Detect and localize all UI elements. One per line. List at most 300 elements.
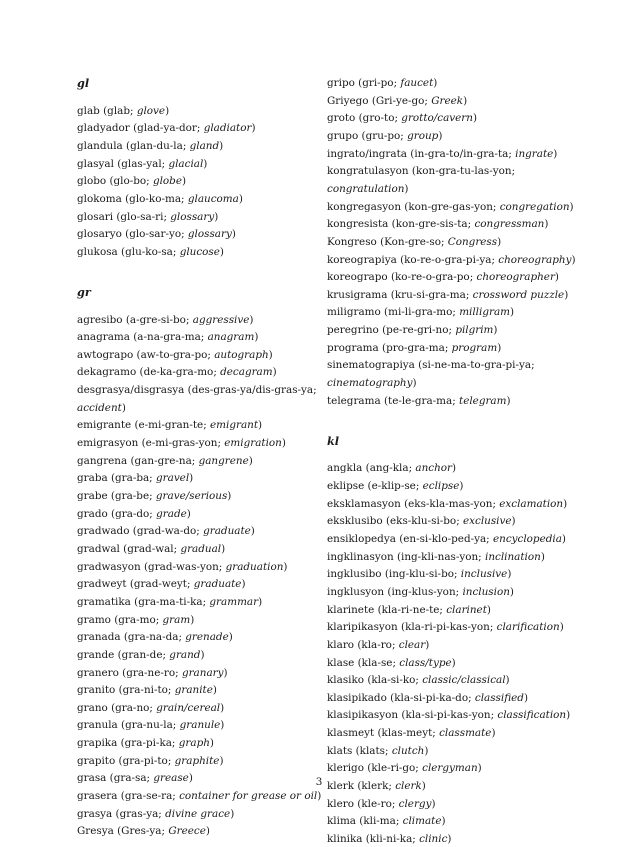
entry-text: ) xyxy=(491,727,496,740)
entry-translation: glossary xyxy=(170,210,215,223)
dictionary-entry xyxy=(327,725,496,741)
dictionary-entry xyxy=(327,707,570,723)
entry-text: ) xyxy=(421,780,426,793)
entry-text: ) xyxy=(238,192,243,205)
entry-text: telegrama (te-le-gra-ma; xyxy=(327,394,460,407)
entry-text: ) xyxy=(254,331,259,344)
entry-text: ) xyxy=(425,638,430,651)
dictionary-entry xyxy=(77,103,169,119)
entry-translation: emigration xyxy=(224,437,282,450)
dictionary-entry xyxy=(77,226,236,242)
entry-translation: anchor xyxy=(415,462,453,475)
entry-translation: clergyman xyxy=(422,762,478,775)
entry-text: ) xyxy=(472,112,478,125)
entry-text: klasipikado (kla-si-pi-ka-do; xyxy=(327,691,475,704)
entry-text: ) xyxy=(563,497,568,510)
entry-text: klase (kla-se; xyxy=(327,656,400,669)
dictionary-entry xyxy=(327,584,514,600)
entry-translation: encyclopedia xyxy=(492,532,562,545)
dictionary-entry xyxy=(77,347,273,363)
entry-text: grasera (gra-se-ra; xyxy=(77,790,180,803)
entry-translation: group xyxy=(407,129,439,142)
entry-text: ) xyxy=(249,313,254,326)
entry-text: ) xyxy=(493,324,498,337)
dictionary-entry xyxy=(77,682,217,698)
entry-translation: granary xyxy=(181,666,224,679)
dictionary-entry xyxy=(327,216,548,232)
entry-text: gramatika (gra-ma-ti-ka; xyxy=(77,595,210,608)
entry-translation: gravel xyxy=(156,472,190,485)
entry-translation: glucose xyxy=(179,245,220,258)
entry-text: ) xyxy=(509,585,514,598)
entry-translation: gladiator xyxy=(203,122,252,135)
entry-text: gradweyt (grad-weyt; xyxy=(77,578,194,591)
entry-translation: clarification xyxy=(496,621,560,634)
entry-text: koreograpiya (ko-re-o-gra-pi-ya; xyxy=(327,253,499,266)
entry-text: ) xyxy=(564,288,569,301)
dictionary-entry xyxy=(327,357,535,373)
entry-text: granero (gra-ne-ro; xyxy=(77,666,182,679)
entry-text: gangrena (gan-gre-na; xyxy=(77,454,199,467)
entry-translation: granite xyxy=(174,684,213,697)
entry-text: ) xyxy=(452,462,457,475)
entry-translation: glove xyxy=(136,104,166,117)
entry-text: ) xyxy=(281,437,286,450)
entry-text: ) xyxy=(523,691,529,704)
entry-text: grapito (gra-pi-to; xyxy=(77,754,175,767)
entry-text: kongresista (kon-gre-sis-ta; xyxy=(327,218,475,231)
entry-translation: clutch xyxy=(391,744,425,757)
entry-translation: emigrant xyxy=(210,419,259,432)
dictionary-entry xyxy=(77,120,256,136)
entry-text: eklipse (e-klip-se; xyxy=(327,480,423,492)
entry-text: gramo (gra-mo; xyxy=(77,613,163,626)
entry-text: eksklamasyon (eks-kla-mas-yon; xyxy=(327,497,500,510)
entry-text: ) xyxy=(223,666,228,679)
entry-text: grupo (gru-po; xyxy=(327,129,408,142)
entry-translation: gangrene xyxy=(198,454,249,467)
entry-text: ) xyxy=(553,147,558,160)
entry-text: ) xyxy=(181,175,187,188)
entry-text: ) xyxy=(248,454,253,467)
entry-translation: grease xyxy=(153,772,189,785)
entry-text: sinematograpiya (si-ne-ma-to-gra-pi-ya; xyxy=(327,359,535,372)
section-heading: gl xyxy=(77,76,90,90)
entry-text: ) xyxy=(511,515,516,528)
entry-text: ) xyxy=(431,797,436,810)
dictionary-entry xyxy=(77,382,317,398)
entry-text: klarinete (kla-ri-ne-te; xyxy=(327,603,447,616)
section-heading: kl xyxy=(327,433,340,448)
entry-text: grasa (gra-sa; xyxy=(77,772,154,785)
dictionary-entry xyxy=(327,146,557,162)
entry-text: Gresya (Gres-ya; xyxy=(77,825,169,838)
dictionary-entry xyxy=(77,453,253,469)
entry-translation: globe xyxy=(152,175,182,188)
entry-translation: exclusive xyxy=(463,515,512,528)
entry-translation: grammar xyxy=(209,595,259,608)
dictionary-entry xyxy=(327,304,514,320)
entry-translation: clear xyxy=(398,638,426,651)
entry-text: klaro (kla-ro; xyxy=(327,638,399,651)
dictionary-entry xyxy=(327,813,446,829)
entry-text: glosari (glo-sa-ri; xyxy=(77,210,171,223)
entry-text: ) xyxy=(219,754,224,767)
entry-translation: classic/classical xyxy=(422,674,506,687)
dictionary-entry xyxy=(327,199,574,215)
entry-translation: inclusive xyxy=(460,568,508,581)
entry-text: globo (glo-bo; xyxy=(77,175,153,188)
dictionary-entry xyxy=(77,717,224,733)
entry-text: ) xyxy=(220,719,225,732)
entry-translation: graduate xyxy=(203,525,251,538)
entry-translation: clarinet xyxy=(446,603,487,616)
entry-text: peregrino (pe-re-gri-no; xyxy=(327,324,456,337)
entry-translation: glaucoma xyxy=(187,192,239,205)
entry-text: ingklusibo (ing-klu-si-bo; xyxy=(327,568,461,581)
entry-text: ) xyxy=(544,218,549,231)
entry-translation: glacial xyxy=(168,157,204,170)
entry-translation: clinic xyxy=(419,833,448,845)
dictionary-entry xyxy=(77,470,193,486)
entry-text: ) xyxy=(506,394,511,407)
entry-text: glandula (glan-du-la; xyxy=(77,139,190,152)
dictionary-entry xyxy=(77,191,243,207)
entry-translation: decagram xyxy=(220,366,273,379)
entry-text: ) xyxy=(212,684,217,697)
dictionary-entry xyxy=(327,496,567,512)
dictionary-entry xyxy=(327,672,510,688)
entry-text: ) xyxy=(283,560,288,573)
dictionary-entry xyxy=(327,655,456,671)
entry-translation: clergy xyxy=(398,797,432,810)
entry-text: gradwasyon (grad-was-yon; xyxy=(77,560,226,573)
entry-text: koreograpo (ko-re-o-gra-po; xyxy=(327,271,477,284)
entry-translation: granule xyxy=(179,719,221,732)
entry-text: ) xyxy=(189,472,194,485)
entry-text: ) xyxy=(497,341,502,354)
entry-text: gladyador (glad-ya-dor; xyxy=(77,122,204,135)
entry-translation: gland xyxy=(189,139,220,152)
entry-text: dekagramo (de-ka-gra-mo; xyxy=(77,366,221,379)
dictionary-entry xyxy=(327,619,564,635)
entry-text: ) xyxy=(486,603,491,616)
entry-translation: faucet xyxy=(400,77,434,89)
entry-text: ingklinasyon (ing-kli-nas-yon; xyxy=(327,550,485,563)
dictionary-entry xyxy=(77,594,262,610)
entry-text: ) xyxy=(459,480,464,492)
entry-text: ) xyxy=(258,595,263,608)
entry-translation: grotto/cavern xyxy=(401,112,473,125)
entry-translation: inclination xyxy=(485,550,541,563)
entry-text: ) xyxy=(510,306,515,319)
dictionary-entry xyxy=(77,156,207,172)
entry-text: ) xyxy=(540,550,545,563)
entry-text: krusigrama (kru-si-gra-ma; xyxy=(327,288,473,301)
dictionary-entry xyxy=(327,549,545,565)
entry-text: klima (kli-ma; xyxy=(327,815,403,828)
entry-text: grande (gran-de; xyxy=(77,648,170,661)
entry-text: glab (glab; xyxy=(77,104,137,117)
entry-text: klats (klats; xyxy=(327,744,392,757)
entry-translation: climate xyxy=(402,815,442,828)
dictionary-entry xyxy=(327,393,511,409)
entry-text: ) xyxy=(438,129,443,142)
entry-translation: exclamation xyxy=(499,497,564,510)
dictionary-entry xyxy=(327,110,477,126)
entry-text: ) xyxy=(433,77,438,89)
entry-text: ) xyxy=(559,621,564,634)
dictionary-entry xyxy=(327,322,497,338)
dictionary-entry xyxy=(77,753,224,769)
section-heading: gr xyxy=(77,284,91,299)
entry-text: gradwado (grad-wa-do; xyxy=(77,525,204,538)
dictionary-entry xyxy=(77,400,126,416)
entry-text: ) xyxy=(219,139,224,152)
dictionary-entry xyxy=(77,312,253,328)
entry-text: ) xyxy=(214,210,219,223)
entry-text: ) xyxy=(451,656,456,669)
dictionary-entry xyxy=(77,364,277,380)
entry-text: ) xyxy=(186,507,191,520)
entry-text: klinika (kli-ni-ka; xyxy=(327,833,420,845)
entry-translation: Greece xyxy=(168,825,206,838)
entry-text: ) xyxy=(571,253,576,266)
entry-text: emigrante (e-mi-gran-te; xyxy=(77,419,211,432)
entry-translation: graph xyxy=(178,737,210,750)
entry-translation: grade xyxy=(156,507,187,520)
dictionary-entry xyxy=(327,743,428,759)
entry-text: glukosa (glu-ko-sa; xyxy=(77,245,180,258)
entry-text: ) xyxy=(463,94,468,107)
dictionary-entry xyxy=(327,637,429,653)
entry-translation: container for grease or oil xyxy=(179,790,318,803)
entry-text: ) xyxy=(317,790,322,803)
entry-text: ) xyxy=(441,815,446,828)
dictionary-entry xyxy=(77,173,186,189)
entry-text: ) xyxy=(447,833,452,845)
entry-text: glokoma (glo-ko-ma; xyxy=(77,192,188,205)
entry-text: desgrasya/disgrasya (des-gras-ya/dis-gras-ya; xyxy=(77,384,317,397)
entry-text: ) xyxy=(497,235,502,248)
dictionary-entry xyxy=(77,541,225,557)
dictionary-entry xyxy=(77,523,255,539)
entry-text: ) xyxy=(268,348,273,361)
dictionary-entry xyxy=(327,760,482,776)
entry-text: ) xyxy=(188,772,193,785)
entry-text: ) xyxy=(121,401,126,414)
dictionary-entry xyxy=(327,287,568,303)
entry-text: klero (kle-ro; xyxy=(327,797,399,810)
dictionary-entry xyxy=(327,478,463,494)
dictionary-entry xyxy=(327,269,559,285)
dictionary-entry xyxy=(327,340,501,356)
entry-text: granula (gra-nu-la; xyxy=(77,719,180,732)
entry-translation: choreographer xyxy=(476,271,555,284)
entry-text: ) xyxy=(200,648,205,661)
entry-text: emigrasyon (e-mi-gras-yon; xyxy=(77,437,225,450)
dictionary-entry xyxy=(77,559,287,575)
entry-translation: grave/serious xyxy=(155,490,228,502)
dictionary-entry xyxy=(327,831,451,847)
dictionary-entry xyxy=(77,612,194,628)
entry-text: klerigo (kle-ri-go; xyxy=(327,762,423,775)
entry-text: kongregasyon (kon-gre-gas-yon; xyxy=(327,200,500,213)
entry-text: ) xyxy=(250,525,255,538)
entry-text: ) xyxy=(209,737,214,750)
dictionary-entry xyxy=(327,234,501,250)
entry-text: grapika (gra-pi-ka; xyxy=(77,737,179,750)
entry-translation: clerk xyxy=(395,780,422,793)
entry-text: programa (pro-gra-ma; xyxy=(327,341,452,354)
entry-translation: congratulation xyxy=(327,182,405,195)
dictionary-entry xyxy=(77,138,223,154)
dictionary-entry xyxy=(327,181,408,197)
dictionary-entry xyxy=(77,488,231,504)
entry-text: ) xyxy=(241,578,246,591)
entry-text: ) xyxy=(228,631,233,644)
dictionary-entry xyxy=(327,93,467,109)
dictionary-entry xyxy=(327,513,516,529)
dictionary-entry xyxy=(77,735,214,751)
entry-text: klasmeyt (klas-meyt; xyxy=(327,727,440,740)
dictionary-entry xyxy=(77,576,246,592)
entry-translation: milligram xyxy=(459,306,510,319)
dictionary-entry xyxy=(327,75,437,91)
dictionary-entry xyxy=(327,252,576,268)
entry-text: ensiklopedya (en-si-klo-ped-ya; xyxy=(327,532,493,545)
dictionary-entry xyxy=(327,460,456,476)
entry-text: glosaryo (glo-sar-yo; xyxy=(77,228,188,241)
entry-text: ) xyxy=(190,613,195,626)
dictionary-entry xyxy=(77,806,234,822)
entry-translation: crossword puzzle xyxy=(472,288,565,301)
entry-translation: accident xyxy=(77,401,122,414)
dictionary-entry xyxy=(77,417,262,433)
entry-translation: class/type xyxy=(399,656,452,669)
entry-text: ) xyxy=(203,157,208,170)
entry-text: groto (gro-to; xyxy=(327,112,402,125)
entry-text: angkla (ang-kla; xyxy=(327,462,416,475)
entry-translation: graduate xyxy=(193,578,242,591)
entry-text: ) xyxy=(424,744,429,757)
entry-translation: graphite xyxy=(174,754,220,767)
entry-translation: classmate xyxy=(439,727,492,740)
entry-text: ) xyxy=(221,542,226,555)
entry-text: eksklusibo (eks-klu-si-bo; xyxy=(327,515,463,528)
entry-translation: choreography xyxy=(498,253,572,266)
entry-text: ) xyxy=(231,228,236,241)
entry-text: klasiko (kla-si-ko; xyxy=(327,674,423,687)
entry-translation: congressman xyxy=(474,218,545,231)
entry-text: gripo (gri-po; xyxy=(327,77,401,89)
entry-translation: gradual xyxy=(180,542,222,555)
entry-translation: Greek xyxy=(431,94,464,107)
dictionary-entry xyxy=(77,506,191,522)
entry-text: ) xyxy=(566,709,571,722)
entry-text: granada (gra-na-da; xyxy=(77,631,186,644)
entry-text: ) xyxy=(554,271,559,284)
entry-text: ) xyxy=(251,122,256,135)
dictionary-entry xyxy=(327,690,528,706)
entry-translation: divine grace xyxy=(165,807,231,820)
entry-translation: grand xyxy=(169,648,201,661)
dictionary-entry xyxy=(327,163,515,179)
entry-translation: ingrate xyxy=(515,147,554,160)
entry-text: klerk (klerk; xyxy=(327,780,396,793)
dictionary-entry xyxy=(327,375,417,391)
entry-text: ) xyxy=(507,568,512,581)
entry-text: ingrato/ingrata (in-gra-to/in-gra-ta; xyxy=(327,147,516,160)
entry-text: ) xyxy=(219,245,224,258)
entry-text: ) xyxy=(505,674,510,687)
entry-text: graba (gra-ba; xyxy=(77,472,156,485)
entry-translation: grenade xyxy=(185,631,229,644)
dictionary-entry xyxy=(77,665,228,681)
entry-text: ) xyxy=(205,825,210,838)
dictionary-entry xyxy=(77,244,224,260)
entry-translation: aggressive xyxy=(192,313,250,326)
page-number: 3 xyxy=(315,776,323,788)
dictionary-entry xyxy=(77,209,218,225)
entry-text: agresibo (a-gre-si-bo; xyxy=(77,313,193,326)
entry-text: ) xyxy=(561,532,566,545)
dictionary-entry xyxy=(327,796,436,812)
entry-text: glasyal (glas-yal; xyxy=(77,157,169,170)
entry-text: ) xyxy=(272,366,277,379)
entry-translation: congregation xyxy=(499,200,570,213)
entry-text: miligramo (mi-li-gra-mo; xyxy=(327,306,460,319)
entry-text: ) xyxy=(230,807,235,820)
entry-translation: program xyxy=(451,341,498,354)
entry-text: ) xyxy=(412,377,417,390)
entry-text: ingklusyon (ing-klus-yon; xyxy=(327,585,463,598)
entry-text: ) xyxy=(258,419,263,432)
entry-translation: gram xyxy=(162,613,191,626)
entry-text: ) xyxy=(477,762,482,775)
entry-translation: telegram xyxy=(459,394,507,407)
dictionary-entry xyxy=(77,629,233,645)
dictionary-entry xyxy=(327,602,491,618)
dictionary-entry xyxy=(77,700,224,716)
entry-text: ) xyxy=(404,182,409,195)
dictionary-entry xyxy=(77,788,321,804)
dictionary-entry xyxy=(77,435,286,451)
entry-text: klasipikasyon (kla-si-pi-kas-yon; xyxy=(327,709,498,722)
entry-text: Kongreso (Kon-gre-so; xyxy=(327,235,448,248)
entry-text: klaripikasyon (kla-ri-pi-kas-yon; xyxy=(327,621,497,634)
entry-text: Griyego (Gri-ye-go; xyxy=(327,94,432,107)
entry-text: anagrama (a-na-gra-ma; xyxy=(77,331,208,344)
entry-text: grado (gra-do; xyxy=(77,507,157,520)
entry-text: granito (gra-ni-to; xyxy=(77,684,175,697)
entry-text: grabe (gra-be; xyxy=(77,490,156,502)
entry-text: grasya (gras-ya; xyxy=(77,807,166,820)
entry-translation: classification xyxy=(497,709,567,722)
entry-translation: grain/cereal xyxy=(156,701,221,714)
dictionary-entry xyxy=(327,531,566,547)
dictionary-entry xyxy=(77,647,205,663)
entry-translation: graduation xyxy=(225,560,284,573)
dictionary-entry xyxy=(327,128,442,144)
entry-text: ) xyxy=(220,701,225,714)
entry-text: ) xyxy=(165,104,170,117)
entry-translation: inclusion xyxy=(462,585,510,598)
entry-translation: classified xyxy=(474,691,524,704)
entry-translation: pilgrim xyxy=(455,324,494,337)
entry-text: awtograpo (aw-to-gra-po; xyxy=(77,348,215,361)
dictionary-entry xyxy=(77,329,258,345)
